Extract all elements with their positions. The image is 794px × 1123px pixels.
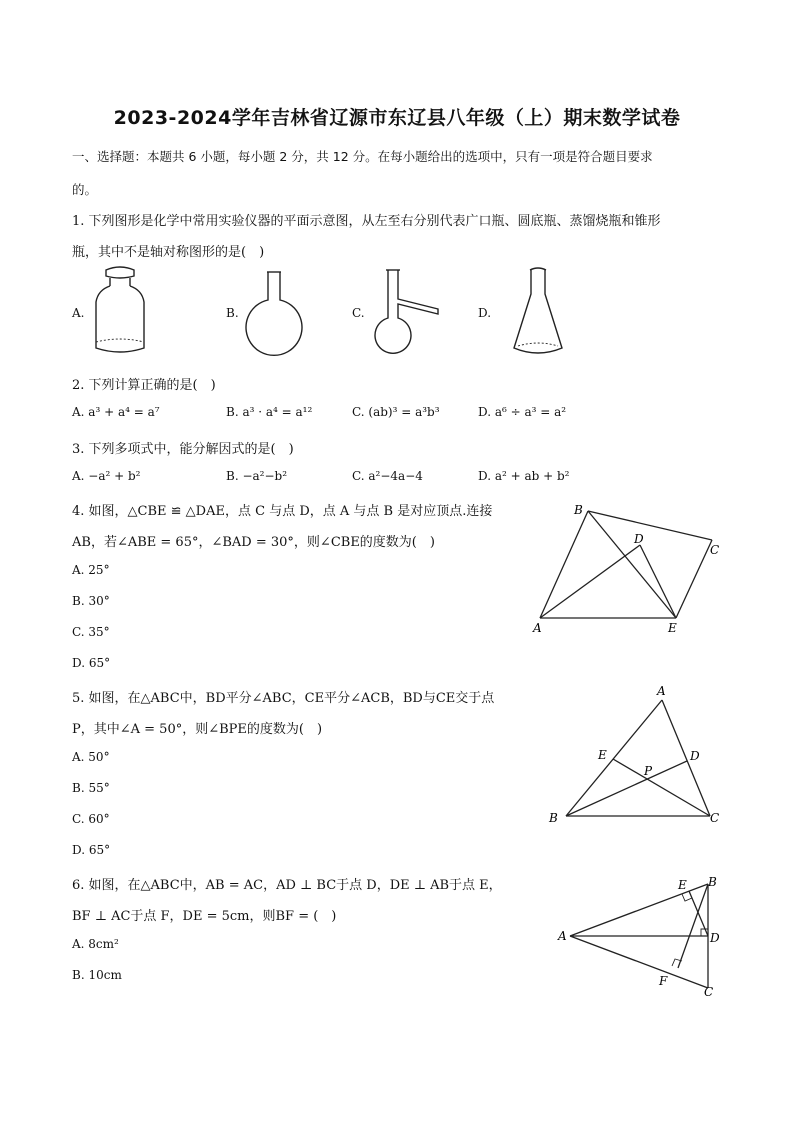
- q2-option-c: C. (ab)³ = a³b³: [352, 405, 440, 419]
- q6-option-a: A. 8cm²: [72, 937, 119, 951]
- label-d: D: [710, 931, 720, 945]
- q1-stem-line1: 1. 下列图形是化学中常用实验仪器的平面示意图，从左至右分别代表广口瓶、圆底瓶、蒸馏烧瓶和锥形: [72, 214, 661, 229]
- q4-option-a: A. 25°: [72, 563, 110, 577]
- segment-bd: [566, 761, 687, 816]
- section-heading: 一、选择题：本题共 6 小题，每小题 2 分，共 12 分。在每小题给出的选项中，只有一项是符合题目要求: [72, 149, 653, 164]
- q4-stem-line2: AB，若∠ABE = 65°，∠BAD = 30°，则∠CBE的度数为( ): [72, 535, 435, 550]
- segment-ad: [540, 545, 640, 618]
- segment-be: [588, 511, 676, 618]
- segment-ab: [570, 884, 708, 936]
- label-a: A: [657, 684, 666, 698]
- q3-option-a: A. −a² + b²: [72, 469, 141, 483]
- q1-option-a-label: A.: [72, 306, 85, 320]
- label-a: A: [533, 621, 542, 635]
- q1-stem-line2: 瓶，其中不是轴对称图形的是( ): [72, 245, 265, 260]
- q6-stem-line1: 6. 如图，在△ABC中，AB = AC，AD ⊥ BC于点 D，DE ⊥ AB于点 E，: [72, 878, 502, 893]
- segment-ab: [540, 511, 588, 618]
- q4-figure: [528, 498, 728, 638]
- q4-option-d: D. 65°: [72, 656, 111, 670]
- label-p: P: [644, 764, 653, 778]
- label-d: D: [690, 749, 700, 763]
- label-b: B: [549, 811, 558, 825]
- q2-stem: 2. 下列计算正确的是( ): [72, 378, 216, 393]
- segment-ac: [662, 700, 710, 816]
- q1-option-b-label: B.: [226, 306, 239, 320]
- q1-option-c-label: C.: [352, 306, 365, 320]
- section-heading-cont: 的。: [72, 182, 98, 197]
- q4-stem-line1: 4. 如图，△CBE ≌ △DAE，点 C 与点 D，点 A 与点 B 是对应顶点.连接: [72, 504, 493, 519]
- q3-option-d: D. a² + ab + b²: [478, 469, 570, 483]
- segment-ab: [566, 700, 662, 816]
- q5-option-c: C. 60°: [72, 812, 110, 826]
- q2-option-d: D. a⁶ ÷ a³ = a²: [478, 405, 567, 419]
- label-d: D: [634, 532, 644, 546]
- q5-stem-line2: P，其中∠A = 50°，则∠BPE的度数为( ): [72, 722, 323, 737]
- label-e: E: [678, 878, 687, 892]
- label-f: F: [659, 974, 668, 988]
- q5-option-b: B. 55°: [72, 781, 110, 795]
- q2-option-a: A. a³ + a⁴ = a⁷: [72, 405, 160, 419]
- q5-option-a: A. 50°: [72, 750, 110, 764]
- label-a: A: [558, 929, 567, 943]
- distilling-flask-icon: [372, 268, 442, 358]
- q6-figure: [552, 872, 732, 1002]
- label-c: C: [710, 543, 720, 557]
- page-title: 2023-2024学年吉林省辽源市东辽县八年级（上）期末数学试卷: [113, 107, 681, 129]
- label-c: C: [704, 985, 714, 999]
- q2-option-b: B. a³ · a⁴ = a¹²: [226, 405, 313, 419]
- q4-option-c: C. 35°: [72, 625, 110, 639]
- label-b: B: [708, 875, 717, 889]
- q3-stem: 3. 下列多项式中，能分解因式的是( ): [72, 442, 294, 457]
- label-c: C: [710, 811, 720, 825]
- q6-stem-line2: BF ⊥ AC于点 F，DE = 5cm，则BF = ( ): [72, 909, 337, 924]
- round-bottom-flask-icon: [243, 270, 305, 360]
- q5-option-d: D. 65°: [72, 843, 111, 857]
- q5-stem-line1: 5. 如图，在△ABC中，BD平分∠ABC，CE平分∠ACB，BD与CE交于点: [72, 691, 495, 706]
- label-b: B: [574, 503, 583, 517]
- conical-flask-icon: [508, 266, 568, 358]
- wide-mouth-bottle-icon: [90, 266, 150, 358]
- q5-figure: [540, 682, 730, 827]
- q3-option-b: B. −a²−b²: [226, 469, 288, 483]
- segment-bc: [588, 511, 712, 540]
- q1-option-d-label: D.: [478, 306, 492, 320]
- q4-option-b: B. 30°: [72, 594, 110, 608]
- q3-option-c: C. a²−4a−4: [352, 469, 423, 483]
- label-e: E: [598, 748, 607, 762]
- q6-option-b: B. 10cm: [72, 968, 122, 982]
- segment-ce: [676, 540, 712, 618]
- label-e: E: [668, 621, 677, 635]
